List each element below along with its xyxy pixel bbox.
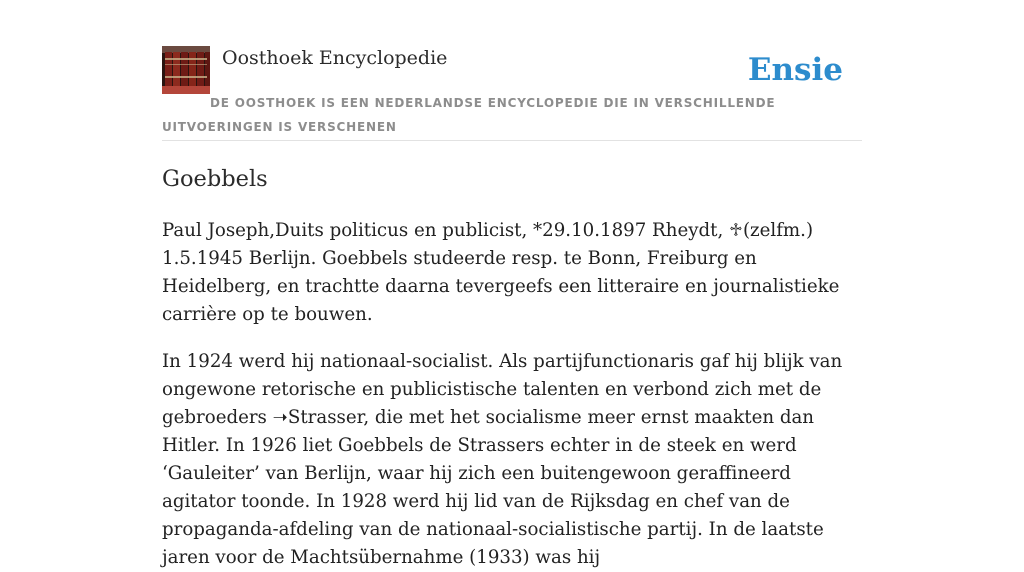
site-name[interactable]: Oosthoek Encyclopedie	[222, 47, 448, 69]
encyclopedia-books-avatar-icon[interactable]	[162, 46, 210, 94]
article	[162, 163, 862, 572]
article-paragraph: In 1924 werd hij nationaal-socialist. Als partijfunctionaris gaf hij blijk van ongewone retorische en publicistische talenten en verbond zich met de gebroeders ➝Strasser, die met het socialisme meer ernst maakten dan Hitler. In 1926 liet Goebbels de Strassers echter in de steek en werd ‘Gauleiter’ van Berlijn, waar hij zich een buitengewoon geraffineerd agitator toonde. In 1928 werd hij lid van de Rijksdag en chef van de propaganda-afdeling van de nationaal-socialistische partij. In de laatste jaren voor de Machtsübernahme (1933) was hij	[162, 351, 843, 568]
site-tagline: DE OOSTHOEK IS EEN NEDERLANDSE ENCYCLOPEDIE DIE IN VERSCHILLENDE UITVOERINGEN IS VERSCHENEN	[162, 96, 776, 134]
article-paragraph: Paul Joseph,Duits politicus en publicist, *29.10.1897 Rheydt, ♱(zelfm.) 1.5.1945 Berlijn. Goebbels studeerde resp. te Bonn, Freiburg en Heidelberg, en trachtte daarna tevergeefs een litteraire en journalistieke carrière op te bouwen.	[162, 220, 840, 325]
site-header	[162, 46, 862, 141]
article-title: Goebbels	[162, 166, 268, 192]
brand-logo[interactable]: Ensie	[747, 52, 843, 88]
